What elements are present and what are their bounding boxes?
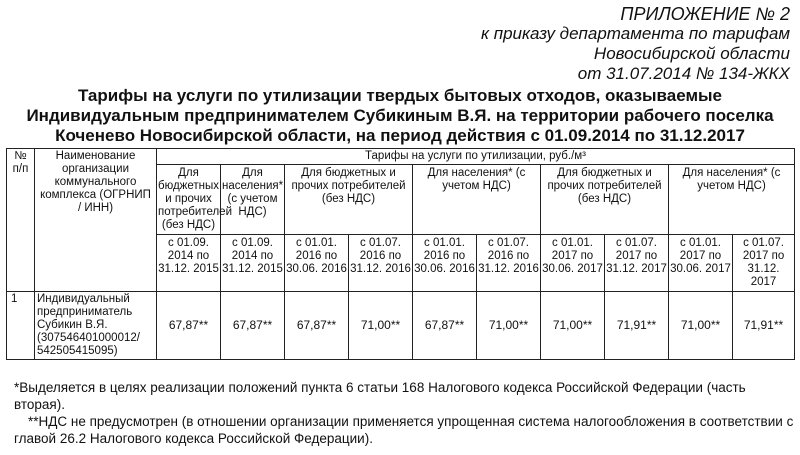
- period-header: с 01.01. 2016 по 30.06. 2016: [413, 235, 477, 292]
- period-header: с 01.01. 2017 по 30.06. 2017: [669, 235, 733, 292]
- group-header: Для населения* (с учетом НДС): [413, 165, 541, 235]
- tariffs-table: [6, 148, 795, 360]
- header-org-name: Наименование организации коммунального комплекса (ОГРНИП / ИНН): [35, 149, 157, 292]
- document-title: [0, 86, 800, 146]
- tariff-value: 71,91**: [733, 292, 795, 360]
- tariff-value: 67,87**: [157, 292, 221, 360]
- group-header: Для бюджетных и прочих потребителей (без НДС): [541, 165, 669, 235]
- tariff-value: 71,00**: [477, 292, 541, 360]
- period-header: с 01.09. 2014 по 31.12. 2015: [157, 235, 221, 292]
- footnote-vat-population: *Выделяется в целях реализации положений пункта 6 статьи 168 Налогового кодекса Российской Федерации (часть вторая).: [14, 380, 746, 412]
- group-header: Для бюджетных и прочих потребителей (без НДС): [157, 165, 221, 235]
- header-num: № п/п: [7, 149, 35, 292]
- tariff-value: 67,87**: [221, 292, 285, 360]
- footnotes: [14, 379, 794, 447]
- row-num: 1: [7, 292, 35, 360]
- period-header: с 01.07. 2017 по 31.12. 2017: [605, 235, 669, 292]
- period-header: с 01.01. 2016 по 30.06. 2016: [285, 235, 349, 292]
- appendix-title: ПРИЛОЖЕНИЕ № 2: [620, 4, 790, 24]
- title-line: Коченево Новосибирской области, на период действия с 01.09.2014 по 31.12.2017: [55, 126, 745, 145]
- tariff-value: 71,00**: [669, 292, 733, 360]
- period-header: с 01.07. 2016 по 31.12. 2016: [349, 235, 413, 292]
- appendix-line: Новосибирской области: [593, 44, 790, 63]
- org-name: Индивидуальный предприниматель Субикин В.Я. (307546401000012/ 542505415095): [35, 292, 157, 360]
- appendix-line: от 31.07.2014 № 134-ЖКХ: [577, 64, 790, 83]
- tariff-value: 71,91**: [605, 292, 669, 360]
- footnote-no-vat: **НДС не предусмотрен (в отношении организации применяется упрощенная система налогообложения в соответствии с главой 26.2 Налогового кодекса Российской Федерации).: [14, 414, 794, 446]
- group-header: Для населения* (с учетом НДС): [669, 165, 795, 235]
- group-header: Для населения* (с учетом НДС): [221, 165, 285, 235]
- table-row: [7, 292, 795, 360]
- title-line: Тарифы на услуги по утилизации твердых бытовых отходов, оказываемые: [77, 86, 723, 105]
- tariff-value: 71,00**: [349, 292, 413, 360]
- title-line: Индивидуальным предпринимателем Субикиным В.Я. на территории рабочего поселка: [26, 106, 774, 125]
- appendix-line: к приказу департамента по тарифам: [480, 24, 790, 43]
- period-header: с 01.09. 2014 по 31.12. 2015: [221, 235, 285, 292]
- table-header-row: [7, 149, 795, 165]
- header-tariffs: Тарифы на услуги по утилизации, руб./м³: [157, 149, 795, 165]
- tariff-value: 71,00**: [541, 292, 605, 360]
- period-header: с 01.07. 2017 по 31.12. 2017: [733, 235, 795, 292]
- appendix-block: [370, 4, 790, 84]
- tariff-value: 67,87**: [285, 292, 349, 360]
- group-header: Для бюджетных и прочих потребителей (без НДС): [285, 165, 413, 235]
- period-header: с 01.01. 2017 по 30.06. 2017: [541, 235, 605, 292]
- period-header: с 01.07. 2016 по 31.12. 2016: [477, 235, 541, 292]
- tariff-value: 67,87**: [413, 292, 477, 360]
